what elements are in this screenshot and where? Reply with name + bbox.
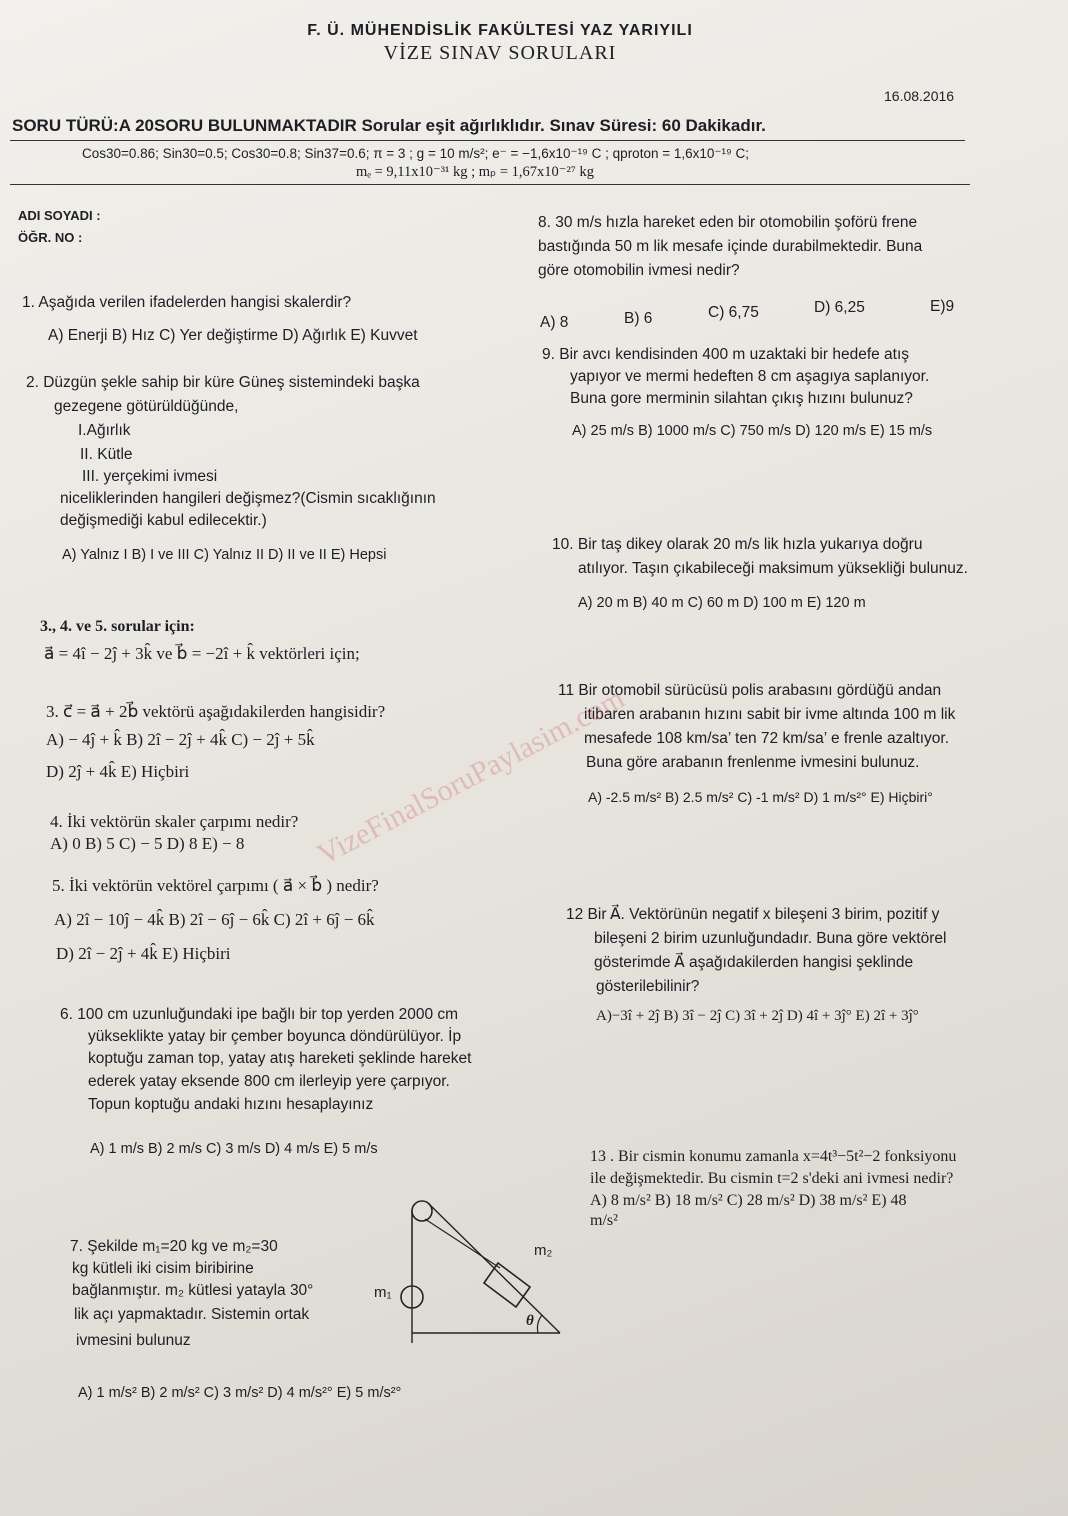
rope-segment [425,1219,500,1268]
q2-line-2: gezegene götürüldüğünde, [54,398,239,415]
q6-line-3: koptuğu zaman top, yatay atış hareketi şeklinde hareket [88,1050,472,1067]
q8-line-2: bastığında 50 m lik mesafe içinde durabilmektedir. Buna [538,238,923,255]
q13-line-2: ile değişmektedir. Bu cismin t=2 s'deki ani ivmesi nedir? [590,1170,954,1187]
watermark: VizeFinalSoruPaylasim.com [312,681,630,872]
angle-arc [537,1315,542,1333]
q4-text: 4. İki vektörün skaler çarpımı nedir? [50,812,299,831]
header-rule-bottom [10,184,970,185]
mass-m2-block [484,1263,530,1307]
q2-line-1: 2. Düzgün şekle sahip bir küre Güneş sistemindeki başka [26,374,420,391]
faculty-title: F. Ü. MÜHENDİSLİK FAKÜLTESİ YAZ YARIYILI [307,22,693,39]
q8-option-b: B) 6 [624,310,653,327]
q3-options-row-1: A) − 4ĵ + k̂ B) 2î − 2ĵ + 4k̂ C) − 2ĵ + 5k̂ [46,730,315,749]
q11-line-3: mesafede 108 km/sa’ ten 72 km/sa’ e frenle azaltıyor. [584,730,950,747]
q12-options: A)−3î + 2ĵ B) 3î − 2ĵ C) 3î + 2ĵ D) 4î + 3ĵ° E) 2î + 3ĵ° [596,1008,919,1024]
student-name-label: ADI SOYADI : [18,208,101,223]
q10-line-2: atılıyor. Taşın çıkabileceği maksimum yüksekliği bulunuz. [578,560,968,577]
q4-options: A) 0 B) 5 C) − 5 D) 8 E) − 8 [50,834,245,853]
q11-line-1: 11 Bir otomobil sürücüsü polis arabasını gördüğü andan [558,682,942,699]
q12-line-4: gösterilebilinir? [596,978,700,995]
q7-fig-m2: m₂ [534,1242,553,1259]
q7-line-3: bağlanmıştır. m₂ kütlesi yatayla 30° [72,1282,314,1299]
q10-options: A) 20 m B) 40 m C) 60 m D) 100 m E) 120 m [578,595,866,611]
q2-item-3: III. yerçekimi ivmesi [82,468,218,485]
q8-line-3: göre otomobilin ivmesi nedir? [538,262,740,279]
q12-line-3: gösterimde A⃗ aşağıdakilerden hangisi şeklinde [594,954,914,971]
exam-title: VİZE SINAV SORULARI [383,42,617,64]
header-rule-top [10,140,965,141]
q1-text: 1. Aşağıda verilen ifadelerden hangisi skalerdir? [22,294,352,311]
q6-line-1: 6. 100 cm uzunluğundaki ipe bağlı bir top yerden 2000 cm [60,1006,459,1023]
constants-line-2: mₑ = 9,11x10⁻³¹ kg ; mₚ = 1,67x10⁻²⁷ kg [356,164,594,180]
q7-line-5: ivmesini bulunuz [76,1332,191,1349]
q345-vectors: a⃗ = 4î − 2ĵ + 3k̂ ve b⃗ = −2î + k̂ vektörleri için; [44,644,360,663]
q13-line-3: A) 8 m/s² B) 18 m/s² C) 28 m/s² D) 38 m/s² E) 48 [590,1192,907,1209]
q7-fig-theta: θ [526,1313,534,1329]
q8-option-e: E)9 [930,298,955,315]
q8-option-c: C) 6,75 [708,304,759,321]
q6-line-4: ederek yatay eksende 800 cm ilerleyip yere çarpıyor. [88,1073,450,1090]
q1-options: A) Enerji B) Hız C) Yer değiştirme D) Ağırlık E) Kuvvet [48,327,418,344]
constants-line-1: Cos30=0.86; Sin30=0.5; Cos30=0.8; Sin37=0.6; π = 3 ; g = 10 m/s²; e⁻ = −1,6x10⁻¹⁹ C ; qproton = 1,6x10⁻¹⁹ C; [82,146,750,161]
q6-options: A) 1 m/s B) 2 m/s C) 3 m/s D) 4 m/s E) 5 m/s [90,1141,378,1157]
exam-date: 16.08.2016 [884,88,955,104]
q2-line-3: niceliklerinden hangileri değişmez?(Cismin sıcaklığının [60,490,436,507]
q9-options: A) 25 m/s B) 1000 m/s C) 750 m/s D) 120 m/s E) 15 m/s [572,423,933,439]
q5-options-row-1: A) 2î − 10ĵ − 4k̂ B) 2î − 6ĵ − 6k̂ C) 2î + 6ĵ − 6k̂ [54,910,375,929]
q8-line-1: 8. 30 m/s hızla hareket eden bir otomobilin şoförü frene [538,214,918,231]
q7-options: A) 1 m/s² B) 2 m/s² C) 3 m/s² D) 4 m/s²° E) 5 m/s²° [78,1385,402,1401]
q7-incline-figure [370,1195,570,1345]
q7-fig-m1: m₁ [374,1284,392,1301]
q9-line-1: 9. Bir avcı kendisinden 400 m uzaktaki bir hedefe atış [542,346,910,363]
q9-line-2: yapıyor ve mermi hedeften 8 cm aşagıya saplanıyor. [570,368,930,385]
student-number-label: ÖĞR. NO : [18,230,83,245]
q9-line-3: Buna gore merminin silahtan çıkış hızını bulunuz? [570,390,913,407]
q11-line-2: itibaren arabanın hızını sabit bir ivme altında 100 m lik [584,706,956,723]
q3-text: 3. c⃗ = a⃗ + 2b⃗ vektörü aşağıdakilerden hangisidir? [46,702,386,721]
q11-line-4: Buna göre arabanın frenlenme ivmesini bulunuz. [586,754,920,771]
q345-title: 3., 4. ve 5. sorular için: [40,618,195,635]
q10-line-1: 10. Bir taş dikey olarak 20 m/s lik hızla yukarıya doğru [552,536,923,553]
q8-option-a: A) 8 [540,314,569,331]
q5-text: 5. İki vektörün vektörel çarpımı ( a⃗ × b⃗ ) nedir? [52,876,379,895]
q8-option-d: D) 6,25 [814,299,865,316]
q5-options-row-2: D) 2î − 2ĵ + 4k̂ E) Hiçbiri [56,944,231,963]
q2-line-4: değişmediği kabul edilecektir.) [60,512,267,529]
q7-line-1: 7. Şekilde m₁=20 kg ve m₂=30 [70,1238,278,1255]
q12-line-2: bileşeni 2 birim uzunluğundadır. Buna göre vektörel [594,930,947,947]
q12-line-1: 12 Bir A⃗. Vektörünün negatif x bileşeni 3 birim, pozitif y [566,906,940,923]
q2-item-2: II. Kütle [80,446,133,463]
q13-line-4: m/s² [590,1212,618,1229]
exam-type-line: SORU TÜRÜ:A 20SORU BULUNMAKTADIR Sorular eşit ağırlıklıdır. Sınav Süresi: 60 Dakikadır. [12,116,766,135]
q3-options-row-2: D) 2ĵ + 4k̂ E) Hiçbiri [46,762,190,781]
q2-options: A) Yalnız I B) I ve III C) Yalnız II D) II ve II E) Hepsi [62,547,387,563]
q11-options: A) -2.5 m/s² B) 2.5 m/s² C) -1 m/s² D) 1 m/s²° E) Hiçbiri° [588,789,933,805]
q13-line-1: 13 . Bir cismin konumu zamanla x=4t³−5t²−2 fonksiyonu [590,1148,957,1165]
q6-line-2: yükseklikte yatay bir çember boyunca döndürülüyor. İp [88,1028,462,1045]
q2-item-1: I.Ağırlık [78,422,131,439]
q7-line-2: kg kütleli iki cisim biribirine [72,1260,254,1277]
q6-line-5: Topun koptuğu andaki hızını hesaplayınız [88,1096,374,1113]
q7-line-4: lik açı yapmaktadır. Sistemin ortak [74,1306,310,1323]
